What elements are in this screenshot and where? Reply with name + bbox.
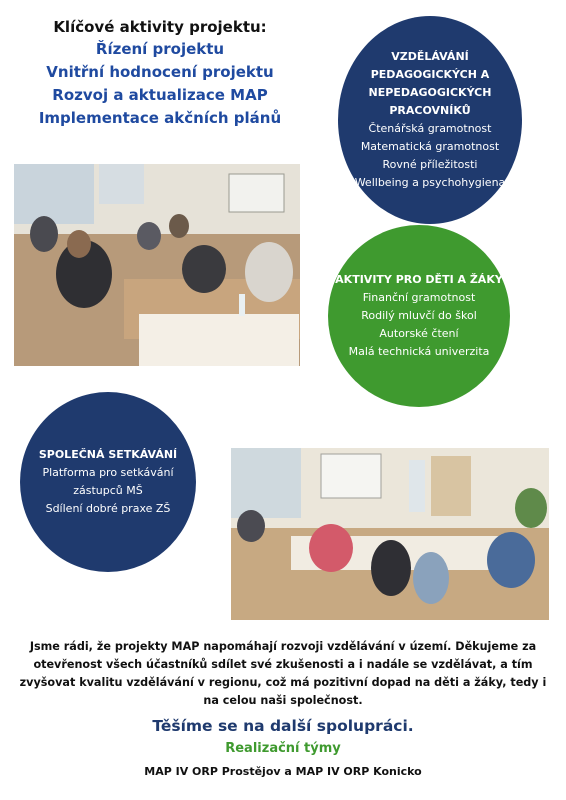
children-heading: AKTIVITY PRO DĚTI A ŽÁKY: [335, 273, 503, 286]
meeting-table-photo: [231, 448, 549, 620]
thanks-line: Těšíme se na další spolupráci.: [152, 717, 414, 735]
children-item: Autorské čtení: [379, 327, 459, 340]
education-heading-line: VZDĚLÁVÁNÍ: [391, 50, 469, 63]
education-circle: [338, 16, 522, 224]
meetings-item: Platforma pro setkávání: [42, 466, 174, 479]
children-item: Malá technická univerzita: [348, 345, 490, 358]
education-item: Čtenářská gramotnost: [368, 122, 492, 135]
meetings-item: zástupců MŠ: [73, 484, 143, 497]
education-heading-line: NEPEDAGOGICKÝCH: [368, 86, 492, 99]
classroom-workshop-photo: [14, 164, 300, 366]
key-activities-block: [20, 16, 300, 130]
education-heading-line: PEDAGOGICKÝCH A: [370, 68, 490, 81]
closing-paragraph: Jsme rádi, že projekty MAP napomáhají rozvoji vzdělávání v území. Děkujeme za otevřenost všech účastníků sdílet své zkušenosti a i nadále se vzdělávat, a tím zvyšovat kvalitu vzdělávání v regionu, což má pozitivní dopad na děti a žáky, tedy i na celou naši společnost.: [19, 640, 547, 707]
footer-block: [10, 638, 556, 780]
children-activities-circle: [328, 225, 510, 407]
education-item: Matematická gramotnost: [360, 140, 500, 153]
key-activities-title: Klíčové aktivity projektu:: [53, 18, 267, 36]
education-item: Rovné příležitosti: [382, 158, 478, 171]
activity-item: Rozvoj a aktualizace MAP: [52, 86, 268, 104]
activity-item: Vnitřní hodnocení projektu: [46, 63, 274, 81]
activity-item: Řízení projektu: [95, 40, 225, 58]
education-heading-line: PRACOVNÍKŮ: [389, 104, 471, 117]
children-item: Rodilý mluvčí do škol: [361, 309, 477, 322]
meeting-photo-illustration: [231, 448, 549, 620]
meetings-heading: SPOLEČNÁ SETKÁVÁNÍ: [38, 448, 178, 461]
education-item: Wellbeing a psychohygiena: [354, 176, 506, 189]
teams-line: Realizační týmy: [225, 741, 341, 756]
children-item: Finanční gramotnost: [362, 291, 476, 304]
meetings-item: Sdílení dobré praxe ZŠ: [45, 502, 171, 515]
classroom-photo-illustration: [14, 164, 300, 366]
organizations-line: MAP IV ORP Prostějov a MAP IV ORP Konicko: [144, 765, 422, 778]
activity-item: Implementace akčních plánů: [38, 109, 282, 127]
meetings-circle: [20, 392, 196, 572]
